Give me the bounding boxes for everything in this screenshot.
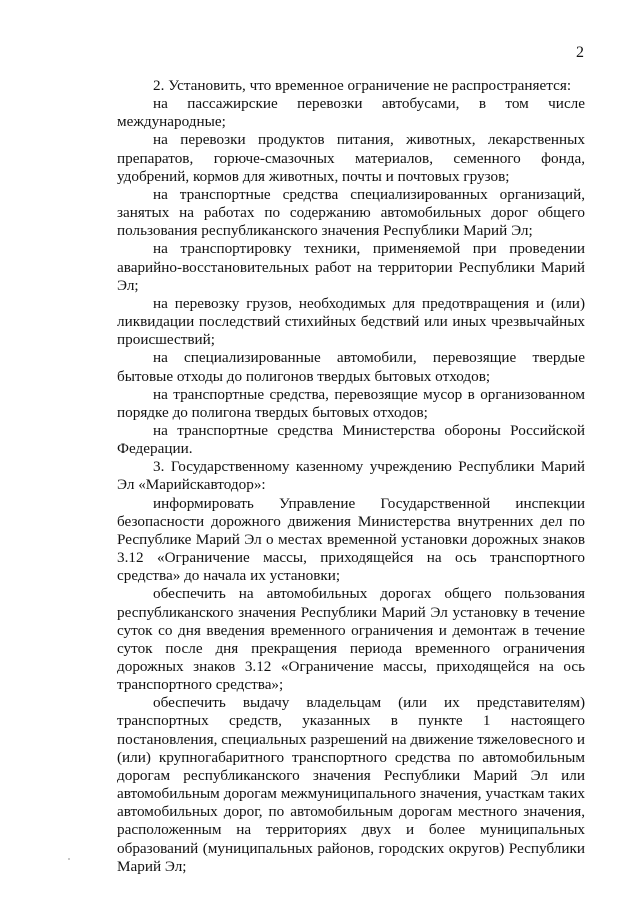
paragraph-special-permits: обеспечить выдачу владельцам (или их представителям) транспортных средств, указанных в пункте 1 настоящего постановления, специальных разрешений на движение тяжеловесного и (или) крупногабаритного транспортного средства по автомобильным дорогам республиканского значения Республики Марий Эл или автомобильным дорогам межмуниципального значения, участкам таких автомобильных дорог, по автомобильным дорогам местного значения, расположенным на территориях двух и более муниципальных образований (муниципальных районов, городских округов) Республики Марий Эл; [117,694,585,875]
scan-speck [68,858,70,860]
paragraph-item-2-heading: 2. Установить, что временное ограничение не распространяется: [153,77,572,94]
paragraph-garbage-transport: на транспортные средства, перевозящие мусор в организованном порядке до полигона твердых бытовых отходов; [117,385,585,421]
paragraph-emergency-equipment: на транспортировку техники, применяемой при проведении аварийно-восстановительных работ на территории Республики Марий Эл; [117,240,585,294]
page-number: 2 [576,44,584,61]
paragraph-food-transport: на перевозки продуктов питания, животных, лекарственных препаратов, горюче-смазочных материалов, семенного фонда, удобрений, кормов для животных, почты и почтовых грузов; [117,131,585,185]
paragraph-waste-vehicles: на специализированные автомобили, перевозящие твердые бытовые отходы до полигонов твердых бытовых отходов; [117,349,585,385]
paragraph-road-maintenance: на транспортные средства специализированных организаций, занятых на работах по содержанию автомобильных дорог общего пользования республиканского значения Республики Марий Эл; [117,185,585,240]
paragraph-defense-ministry: на транспортные средства Министерства обороны Российской Федерации. [117,421,585,458]
paragraph-item-3-heading: 3. Государственному казенному учреждению Республики Марий Эл «Марийскавтодор»: [117,458,585,494]
paragraph-inform-inspection: информировать Управление Государственной инспекции безопасности дорожного движения Министерства внутренних дел по Республике Марий Эл о местах временной установки дорожных знаков 3.12 «Ограничение массы, приходящейся на ось транспортного средства» до начала их установки; [117,494,585,585]
paragraph-passenger-buses: на пассажирские перевозки автобусами, в том числе международные; [117,95,585,131]
paragraph-disaster-cargo: на перевозку грузов, необходимых для предотвращения и (или) ликвидации последствий стихийных бедствий или иных чрезвычайных происшествий; [117,294,585,349]
paragraph-sign-installation: обеспечить на автомобильных дорогах общего пользования республиканского значения Республики Марий Эл установку в течение суток со дня введения временного ограничения и демонтаж в течение суток после дня прекращения периода временного ограничения дорожных знаков 3.12 «Ограничение массы, приходящейся на ось транспортного средства»; [117,585,585,694]
document-body [117,77,585,876]
